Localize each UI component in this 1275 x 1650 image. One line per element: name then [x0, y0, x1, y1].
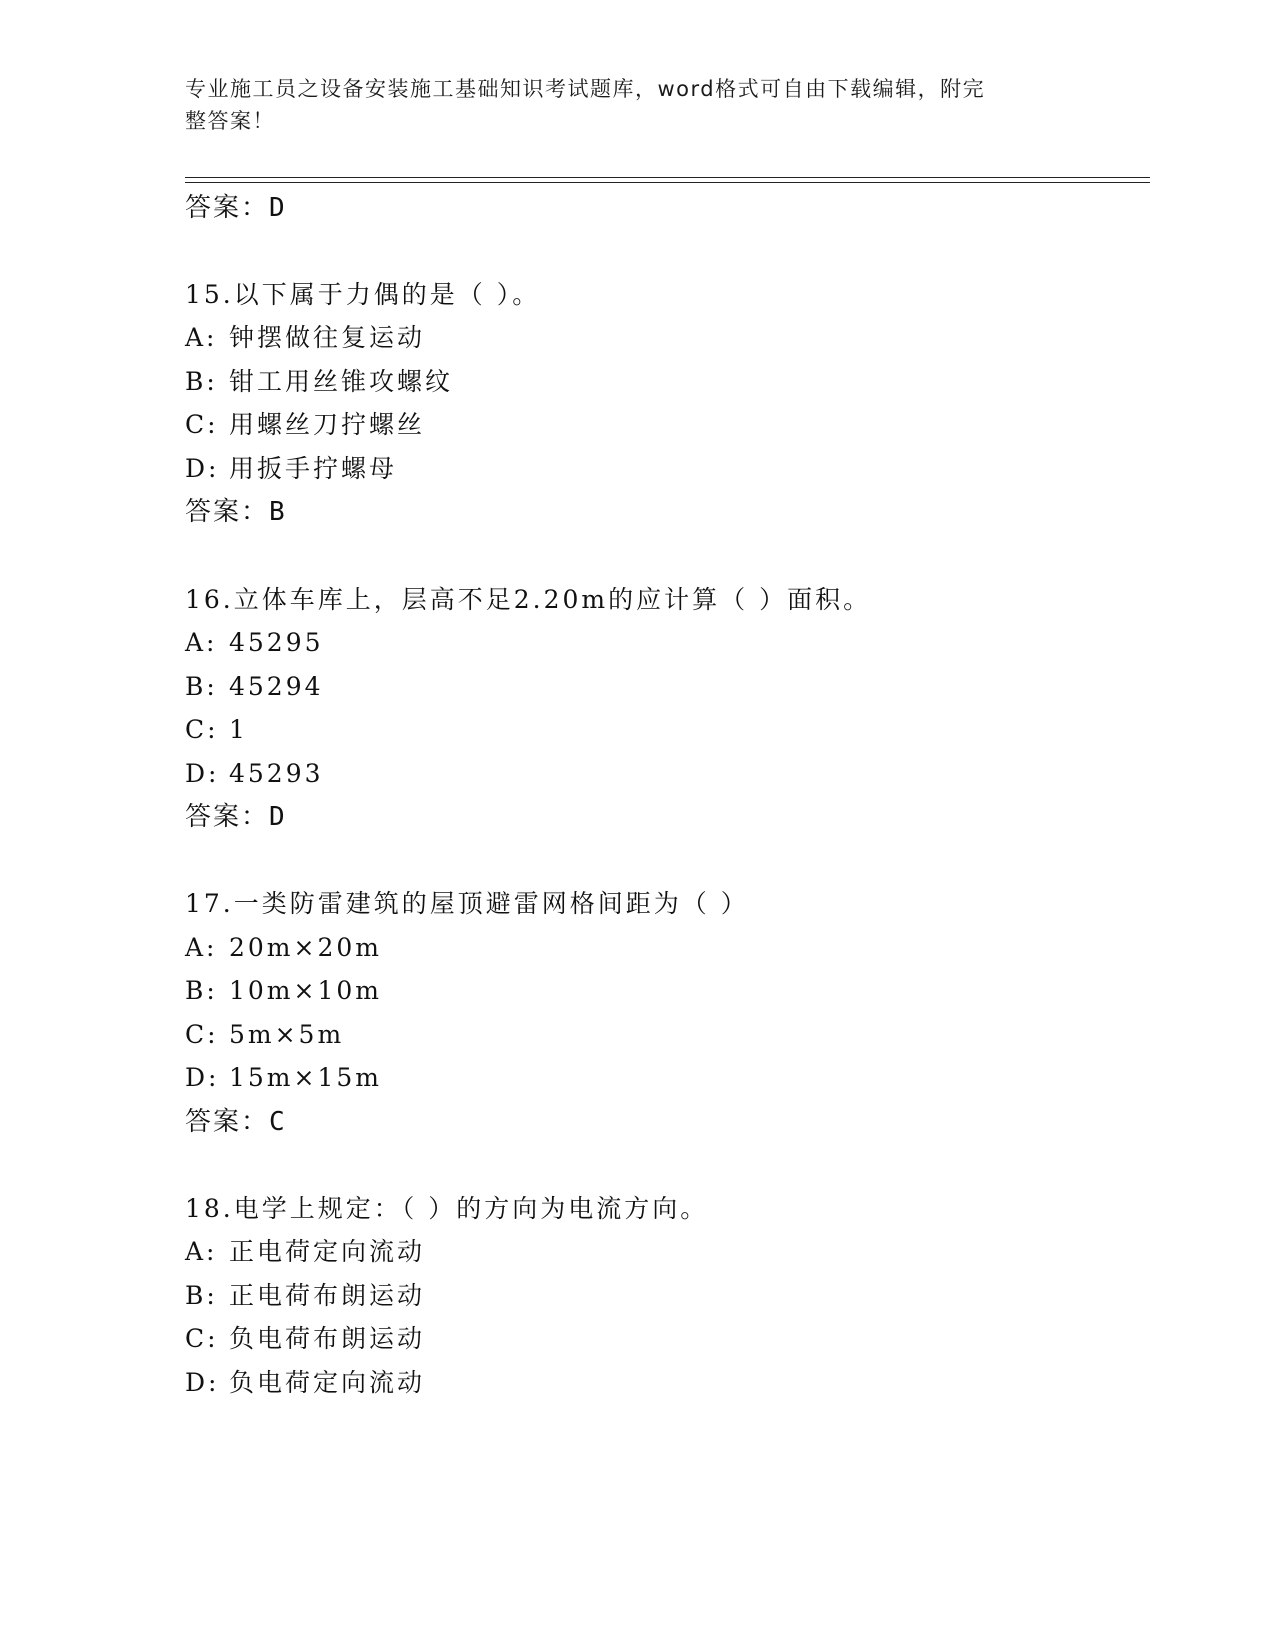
question-15-option-a — [185, 323, 425, 353]
option-text: 20m×20m — [229, 933, 382, 962]
question-18-option-b — [185, 1281, 425, 1311]
option-text: 用扳手拧螺母 — [229, 454, 398, 483]
document-header — [185, 73, 1065, 137]
option-text: 负电荷布朗运动 — [229, 1324, 426, 1353]
option-text: 正电荷布朗运动 — [229, 1281, 426, 1310]
question-number: 17. — [185, 889, 234, 918]
question-18-option-a — [185, 1237, 425, 1267]
question-number: 18. — [185, 1194, 234, 1223]
question-15-option-d — [185, 454, 397, 484]
answer-line-14 — [185, 193, 287, 223]
option-label: C: — [185, 715, 219, 744]
answer-value: C — [269, 1107, 287, 1137]
header-line-1: 专业施工员之设备安装施工基础知识考试题库，word格式可自由下载编辑，附完 — [185, 77, 986, 101]
question-16-stem — [185, 585, 871, 615]
option-label: B: — [185, 672, 218, 701]
question-17-answer — [185, 1107, 287, 1137]
option-label: A: — [185, 323, 218, 352]
option-text: 5m×5m — [229, 1020, 345, 1049]
option-text: 钳工用丝锥攻螺纹 — [229, 367, 454, 396]
option-label: D: — [185, 759, 220, 788]
option-text: 45294 — [229, 672, 324, 701]
header-divider-top — [185, 177, 1150, 178]
answer-prefix: 答案： — [185, 802, 270, 832]
question-16-answer — [185, 802, 287, 832]
question-15-stem — [185, 280, 540, 310]
question-15-answer — [185, 497, 287, 527]
answer-value: D — [269, 193, 287, 223]
option-label: C: — [185, 410, 219, 439]
header-line-2: 整答案！ — [185, 109, 275, 133]
question-17-option-a — [185, 933, 382, 963]
question-text: 电学上规定：（ ）的方向为电流方向。 — [233, 1194, 709, 1223]
question-16-option-b — [185, 672, 324, 702]
question-18-stem — [185, 1194, 708, 1224]
question-17-stem — [185, 889, 749, 919]
option-label: A: — [185, 933, 218, 962]
question-17-option-c — [185, 1020, 344, 1050]
option-label: D: — [185, 454, 220, 483]
option-text: 15m×15m — [229, 1063, 382, 1092]
question-15-option-c — [185, 410, 425, 440]
option-text: 正电荷定向流动 — [229, 1237, 426, 1266]
question-16-option-d — [185, 759, 324, 789]
option-text: 1 — [229, 715, 248, 744]
option-label: C: — [185, 1324, 219, 1353]
question-15-option-b — [185, 367, 453, 397]
question-17-option-b — [185, 976, 382, 1006]
option-label: B: — [185, 976, 218, 1005]
question-text: 以下属于力偶的是（ ）。 — [233, 280, 541, 309]
question-16-option-c — [185, 715, 248, 745]
answer-prefix: 答案： — [185, 497, 270, 527]
question-18-option-d — [185, 1368, 425, 1398]
option-label: A: — [185, 628, 218, 657]
option-text: 钟摆做往复运动 — [229, 323, 426, 352]
option-label: D: — [185, 1368, 220, 1397]
question-number: 16. — [185, 585, 234, 614]
question-18-option-c — [185, 1324, 425, 1354]
option-label: C: — [185, 1020, 219, 1049]
option-text: 用螺丝刀拧螺丝 — [229, 410, 426, 439]
question-text: 一类防雷建筑的屋顶避雷网格间距为（ ） — [233, 889, 749, 918]
option-label: B: — [185, 367, 218, 396]
question-number: 15. — [185, 280, 234, 309]
option-label: D: — [185, 1063, 220, 1092]
answer-value: B — [269, 497, 287, 527]
option-text: 45293 — [229, 759, 324, 788]
question-17-option-d — [185, 1063, 382, 1093]
option-text: 负电荷定向流动 — [229, 1368, 426, 1397]
option-label: B: — [185, 1281, 218, 1310]
option-label: A: — [185, 1237, 218, 1266]
question-16-option-a — [185, 628, 324, 658]
answer-prefix: 答案： — [185, 193, 270, 223]
header-divider-bottom — [185, 182, 1150, 183]
answer-prefix: 答案： — [185, 1107, 270, 1137]
answer-value: D — [269, 802, 287, 832]
option-text: 45295 — [229, 628, 324, 657]
option-text: 10m×10m — [229, 976, 382, 1005]
question-text: 立体车库上，层高不足2.20m的应计算（ ）面积。 — [233, 585, 872, 614]
